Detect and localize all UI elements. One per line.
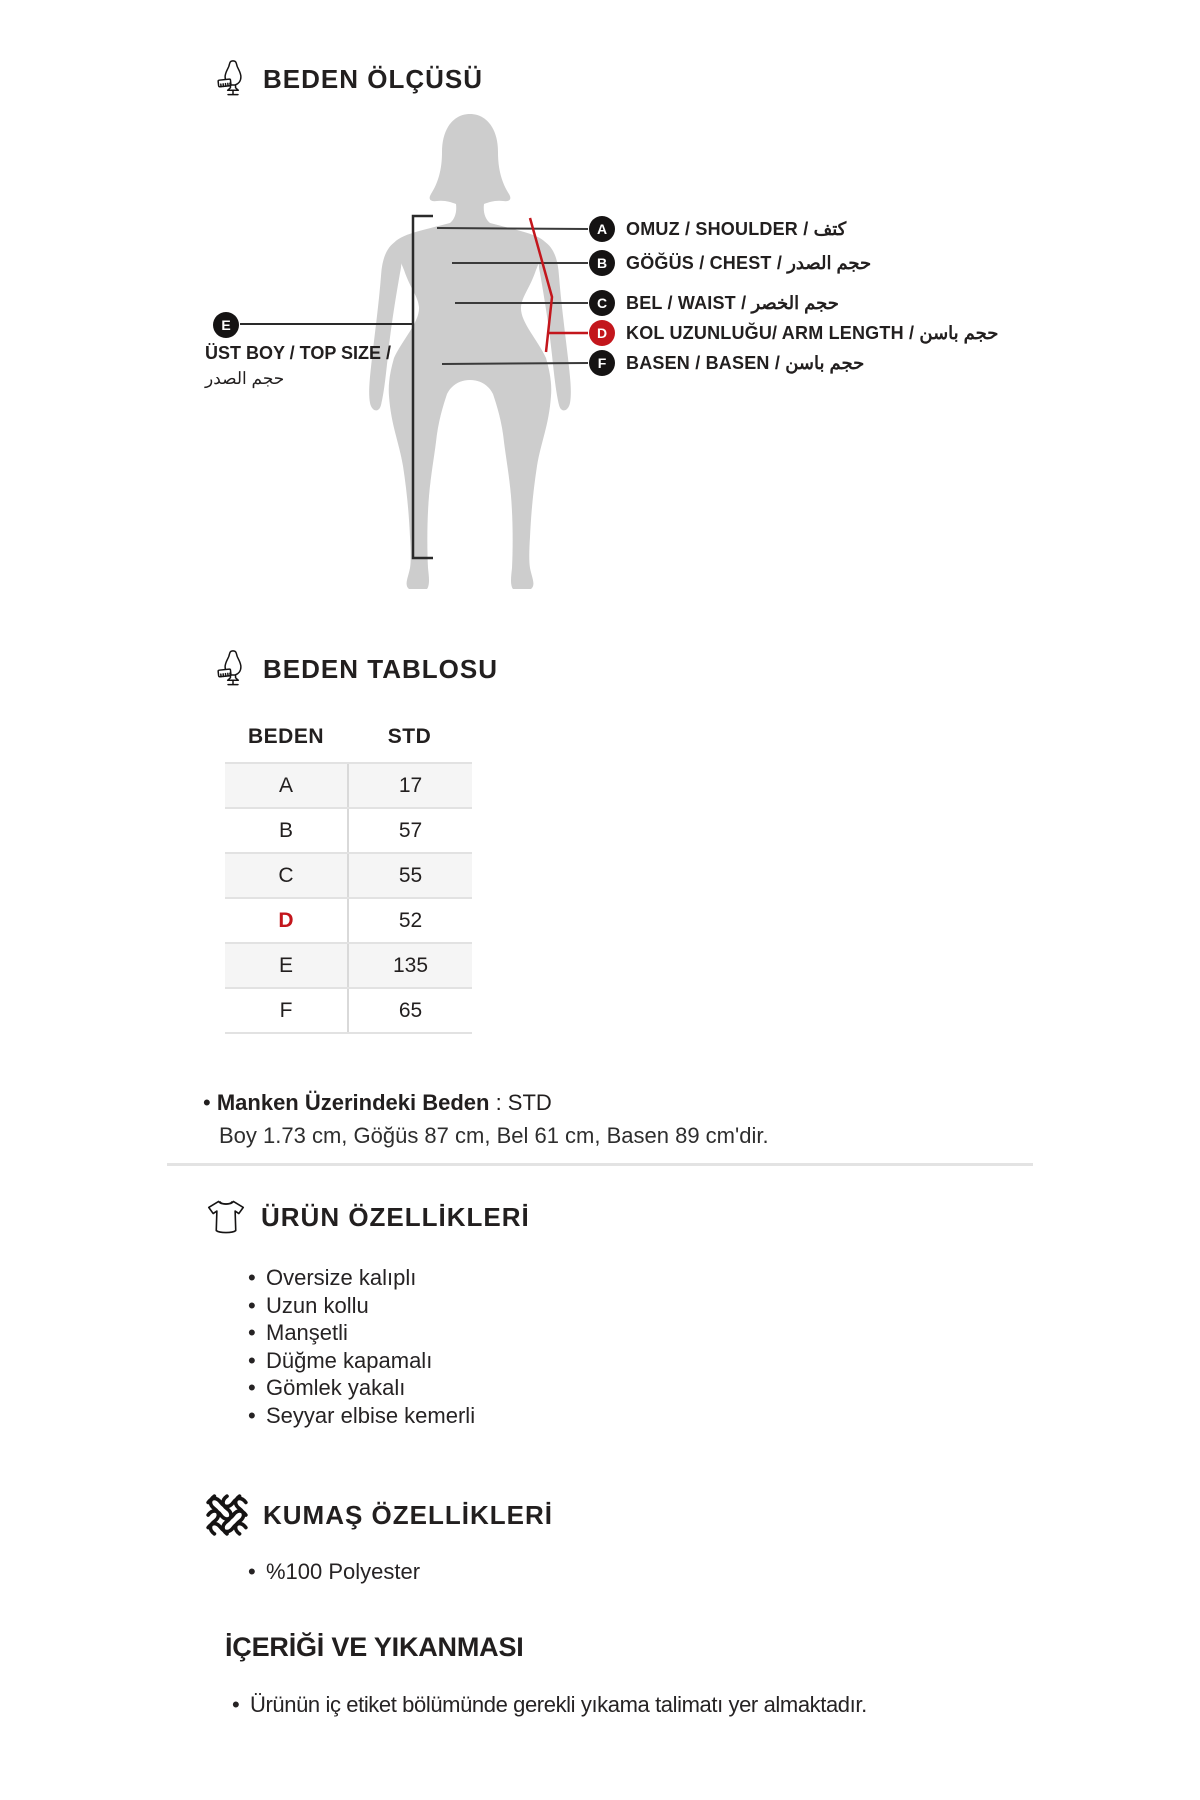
marker-f: F	[589, 350, 615, 376]
body-measurement-diagram	[0, 100, 1200, 600]
col-header-beden: BEDEN	[247, 725, 324, 748]
care-list	[232, 1688, 867, 1721]
list-item: • Düğme kapamalı	[248, 1347, 475, 1375]
product-features-title: ÜRÜN ÖZELLİKLERİ	[261, 1201, 530, 1232]
list-item: • Ürünün iç etiket bölümünde gerekli yıkama talimatı yer almaktadır.	[232, 1688, 867, 1721]
size-table-header	[217, 646, 498, 692]
marker-e: E	[213, 312, 239, 338]
list-item: • Oversize kalıplı	[248, 1264, 475, 1292]
list-item: • Gömlek yakalı	[248, 1374, 475, 1402]
size-measure-title: BEDEN ÖLÇÜSÜ	[263, 63, 484, 94]
section-divider	[167, 1163, 1033, 1166]
col-header-std: STD	[387, 725, 432, 748]
product-features-header	[205, 1194, 530, 1240]
care-title: İÇERİĞİ VE YIKANMASI	[225, 1632, 524, 1662]
dress-form-icon	[217, 648, 249, 690]
marker-d: D	[589, 320, 615, 346]
table-row: C 55	[225, 852, 472, 897]
size-table-head	[225, 712, 472, 762]
marker-b: B	[589, 250, 615, 276]
table-row: D 52	[225, 897, 472, 942]
label-shoulder: A OMUZ / SHOULDER / كتف	[589, 216, 846, 242]
size-table-title: BEDEN TABLOSU	[263, 653, 498, 684]
size-table	[225, 712, 472, 1034]
table-row: E 135	[225, 942, 472, 987]
table-row: F 65	[225, 987, 472, 1034]
label-top-size-marker	[213, 312, 239, 338]
list-item: • %100 Polyester	[248, 1558, 420, 1586]
fabric-weave-icon	[205, 1493, 249, 1537]
product-features-list	[248, 1264, 475, 1429]
label-basen: F BASEN / BASEN / حجم باسن	[589, 350, 864, 376]
label-waist: C BEL / WAIST / حجم الخصر	[589, 290, 839, 316]
fabric-features-title: KUMAŞ ÖZELLİKLERİ	[263, 1499, 553, 1530]
table-row: B 57	[225, 807, 472, 852]
marker-c: C	[589, 290, 615, 316]
fabric-features-list	[248, 1558, 420, 1586]
dress-form-icon	[217, 58, 249, 100]
tshirt-icon	[205, 1199, 247, 1236]
label-arm-length: D KOL UZUNLUĞU/ ARM LENGTH / حجم باسن	[589, 320, 998, 346]
size-measure-header	[217, 56, 483, 102]
list-item: • Manşetli	[248, 1319, 475, 1347]
label-top-size: ÜST BOY / TOP SIZE / حجم الصدر	[205, 343, 392, 388]
list-item: • Uzun kollu	[248, 1292, 475, 1320]
label-chest: B GÖĞÜS / CHEST / حجم الصدر	[589, 250, 871, 276]
model-size-note: • Manken Üzerindeki Beden : STD Boy 1.73 cm, Göğüs 87 cm, Bel 61 cm, Basen 89 cm'dir.	[203, 1090, 769, 1148]
list-item: • Seyyar elbise kemerli	[248, 1402, 475, 1430]
marker-a: A	[589, 216, 615, 242]
fabric-features-header	[205, 1490, 553, 1540]
table-row: A 17	[225, 762, 472, 807]
